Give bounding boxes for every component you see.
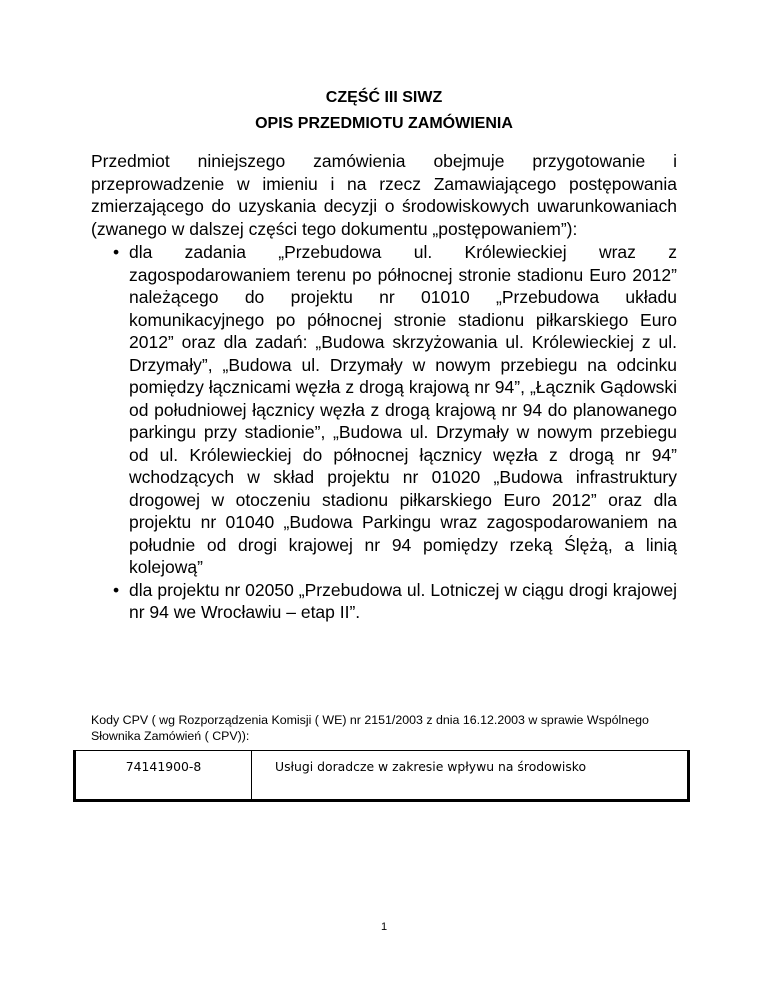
intro-paragraph: Przedmiot niniejszego zamówienia obejmuje przygotowanie i przeprowadzenie w imieniu i na rzecz Zamawiającego postępowania zmierzającego do uzyskania decyzji o środowiskowych uwarunkowaniach (zwanego w dalszej części tego dokumentu „postępowaniem”): xyxy=(91,151,677,239)
subject-title: OPIS PRZEDMIOTU ZAMÓWIENIA xyxy=(255,115,513,132)
list-item-text: dla zadania „Przebudowa ul. Królewieckiej wraz z zagospodarowaniem terenu po północnej stronie stadionu Euro 2012” należącego do projektu nr 01010 „Przebudowa układu komunikacyjnego po północnej stronie stadionu piłkarskiego Euro 2012” oraz dla zadań: „Budowa skrzyżowania ul. Królewieckiej z ul. Drzymały”, „Budowa ul. Drzymały w nowym przebiegu na odcinku pomiędzy łącznicami węzła z drogą krajową nr 94”, „Łącznik Gądowski od południowej łącznicy węzła z drogą krajową nr 94 do planowanego parkingu przy stadionie”, „Budowa ul. Drzymały w nowym przebiegu od ul. Królewieckiej do północnej łącznicy węzła z drogą nr 94” wchodzących w skład projektu nr 01020 „Budowa infrastruktury drogowej w otoczeniu stadionu piłkarskiego Euro 2012” oraz dla projektu nr 01040 „Budowa Parkingu wraz zagospodarowaniem na południe od drogi krajowej nr 94 pomiędzy rzeką Ślężą, a linią kolejową” xyxy=(129,242,677,577)
cpv-description-cell: Usługi doradcze w zakresie wpływu na środowisko xyxy=(275,759,587,774)
page-number: 1 xyxy=(380,921,388,933)
cpv-code-cell: 74141900-8 xyxy=(125,759,202,774)
bullet-icon: • xyxy=(113,579,120,600)
bullet-icon: • xyxy=(113,242,120,262)
part-title: CZĘŚĆ III SIWZ xyxy=(325,89,443,106)
bullet-list xyxy=(91,241,677,624)
list-item xyxy=(91,579,677,624)
cpv-table xyxy=(73,750,690,802)
cpv-label: Kody CPV ( wg Rozporządzenia Komisji ( WE) nr 2151/2003 z dnia 16.12.2003 w sprawie Wspólnego Słownika Zamówień ( CPV)): xyxy=(91,713,649,743)
table-divider xyxy=(251,751,252,799)
list-item-text: dla projektu nr 02050 „Przebudowa ul. Lotniczej w ciągu drogi krajowej nr 94 we Wrocławiu – etap II”. xyxy=(129,579,677,622)
list-item xyxy=(91,241,677,579)
